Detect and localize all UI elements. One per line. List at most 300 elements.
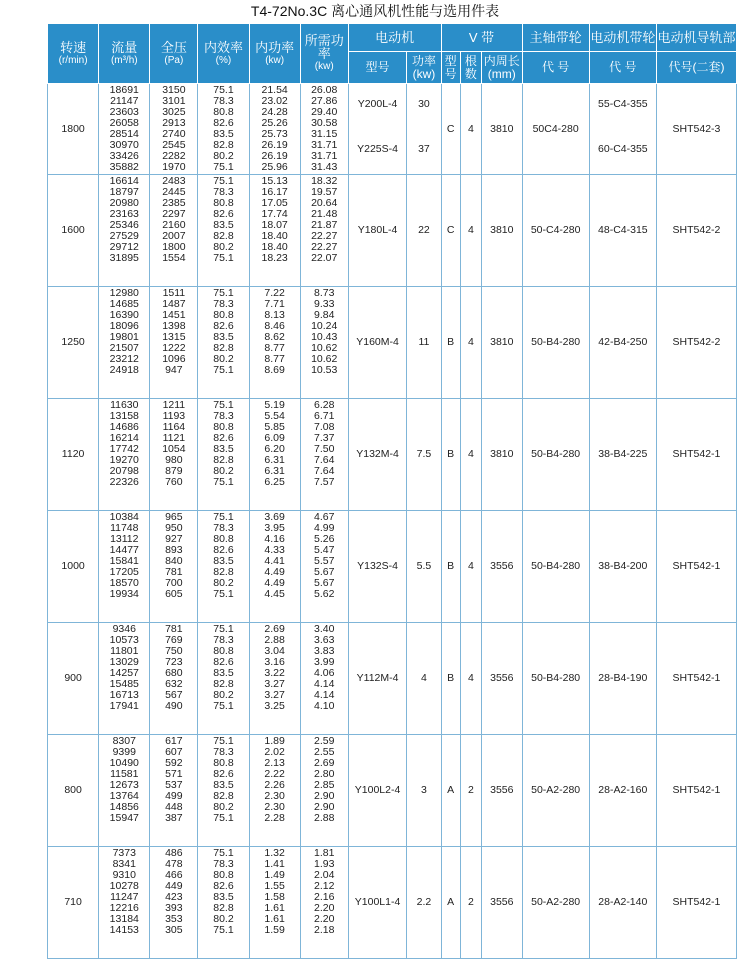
motor-pulley-cell: 42-B4-250 [589, 287, 656, 399]
motor-model-cell [348, 84, 407, 175]
flow-value: 21507 [109, 342, 139, 354]
internal-power-value: 1.89 [264, 735, 285, 747]
flow-cell [99, 175, 150, 287]
required-power-value: 2.20 [314, 902, 335, 914]
required-power-value: 8.73 [314, 287, 335, 299]
flow-value: 29712 [109, 241, 139, 253]
internal-power-value: 18.07 [261, 219, 288, 231]
flow-value: 10384 [109, 511, 139, 523]
internal-power-value: 8.77 [264, 342, 285, 354]
header-flow [99, 24, 150, 84]
vbelt-length-cell: 3556 [482, 511, 523, 623]
required-power-value: 2.55 [314, 746, 335, 758]
motor-power-cell: 5.5 [407, 511, 441, 623]
internal-power-value: 26.19 [261, 139, 288, 151]
pressure-value: 3025 [162, 106, 186, 118]
internal-power-value: 4.49 [264, 566, 285, 578]
flow-value: 23603 [109, 106, 139, 118]
required-power-value: 2.16 [314, 891, 335, 903]
main-pulley-cell: 50-B4-280 [522, 287, 589, 399]
required-power-value: 27.86 [311, 95, 338, 107]
required-power-value: 29.40 [311, 106, 338, 118]
efficiency-value: 80.2 [213, 689, 234, 701]
motor-model-cell: Y112M-4 [348, 623, 407, 735]
internal-power-value: 21.54 [261, 84, 288, 96]
required-power-value: 30.58 [311, 117, 338, 129]
efficiency-value: 82.6 [213, 320, 234, 332]
motor-power-cell: 2.2 [407, 847, 441, 959]
flow-value: 13029 [109, 656, 139, 668]
vbelt-type-cell: C [441, 175, 460, 287]
internal-power-cell [249, 847, 300, 959]
efficiency-value: 83.5 [213, 443, 234, 455]
vbelt-count-cell: 4 [460, 399, 481, 511]
pressure-value: 490 [165, 700, 183, 712]
flow-value: 14257 [109, 667, 139, 679]
efficiency-value: 80.2 [213, 801, 234, 813]
pressure-value: 567 [165, 689, 183, 701]
efficiency-cell [198, 511, 249, 623]
flow-value: 24918 [109, 364, 139, 376]
rail-cell: SHT542-1 [656, 511, 736, 623]
pressure-value: 1222 [162, 342, 186, 354]
pressure-value: 760 [165, 476, 183, 488]
flow-value: 17941 [109, 700, 139, 712]
pressure-value: 879 [165, 465, 183, 477]
internal-power-value: 8.77 [264, 353, 285, 365]
vbelt-count-cell: 2 [460, 847, 481, 959]
vbelt-length-cell: 3810 [482, 399, 523, 511]
internal-power-value: 2.26 [264, 779, 285, 791]
motor-power-value: 30 [418, 98, 430, 110]
rail-cell: SHT542-1 [656, 399, 736, 511]
required-power-value: 2.04 [314, 869, 335, 881]
required-power-value: 31.71 [311, 139, 338, 151]
motor-model-cell: Y100L2-4 [348, 735, 407, 847]
flow-value: 13184 [109, 913, 139, 925]
flow-value: 11247 [110, 891, 139, 903]
pressure-value: 1554 [162, 252, 186, 264]
fan-performance-table [47, 23, 737, 959]
efficiency-value: 80.2 [213, 241, 234, 253]
pressure-value: 617 [165, 735, 183, 747]
pressure-value: 1096 [162, 353, 186, 365]
flow-value: 20798 [109, 465, 139, 477]
internal-power-value: 1.49 [264, 869, 285, 881]
motor-model-cell: Y160M-4 [348, 287, 407, 399]
required-power-cell [300, 175, 348, 287]
efficiency-value: 80.8 [213, 197, 234, 209]
vbelt-length-cell: 3556 [482, 735, 523, 847]
required-power-value: 2.59 [314, 735, 335, 747]
motor-pulley-cell: 48-C4-315 [589, 175, 656, 287]
pressure-value: 3101 [162, 95, 186, 107]
rail-cell: SHT542-2 [656, 175, 736, 287]
pressure-value: 1164 [162, 421, 186, 433]
flow-value: 9310 [112, 869, 136, 881]
internal-power-value: 6.31 [264, 465, 285, 477]
internal-power-value: 6.31 [264, 454, 285, 466]
pressure-value: 449 [165, 880, 183, 892]
flow-value: 18570 [109, 577, 139, 589]
pressure-value: 1511 [162, 287, 186, 299]
required-power-value: 26.08 [311, 84, 338, 96]
pressure-value: 478 [165, 858, 183, 870]
flow-value: 31895 [109, 252, 139, 264]
pressure-value: 781 [165, 566, 183, 578]
pressure-value: 499 [165, 790, 183, 802]
required-power-value: 22.27 [311, 230, 338, 242]
internal-power-value: 6.25 [264, 476, 285, 488]
required-power-value: 22.07 [311, 252, 338, 264]
motor-model-cell: Y132S-4 [348, 511, 407, 623]
speed-cell: 1800 [48, 84, 99, 175]
required-power-value: 4.99 [314, 522, 335, 534]
efficiency-value: 75.1 [213, 287, 234, 299]
required-power-value: 6.28 [314, 399, 335, 411]
table-body [48, 84, 737, 959]
flow-value: 23163 [109, 208, 139, 220]
pressure-cell [150, 511, 198, 623]
pressure-value: 2297 [162, 208, 186, 220]
internal-power-value: 3.04 [264, 645, 285, 657]
header-pressure [150, 24, 198, 84]
internal-power-cell [249, 287, 300, 399]
vbelt-type-cell: A [441, 847, 460, 959]
motor-power-cell: 7.5 [407, 399, 441, 511]
flow-value: 11801 [110, 645, 139, 657]
internal-power-value: 23.02 [261, 95, 288, 107]
internal-power-value: 8.69 [264, 364, 285, 376]
internal-power-value: 2.28 [264, 812, 285, 824]
flow-value: 14686 [109, 421, 139, 433]
pressure-value: 1451 [162, 309, 186, 321]
efficiency-cell [198, 175, 249, 287]
pressure-value: 393 [165, 902, 183, 914]
flow-value: 11630 [110, 399, 139, 411]
efficiency-value: 78.3 [213, 858, 234, 870]
internal-power-value: 17.05 [261, 197, 288, 209]
pressure-value: 980 [165, 454, 183, 466]
efficiency-value: 80.8 [213, 421, 234, 433]
required-power-value: 21.87 [311, 219, 338, 231]
efficiency-value: 83.5 [213, 779, 234, 791]
efficiency-value: 82.6 [213, 544, 234, 556]
speed-cell: 1600 [48, 175, 99, 287]
rail-cell: SHT542-1 [656, 847, 736, 959]
efficiency-value: 78.3 [213, 634, 234, 646]
internal-power-value: 1.41 [264, 858, 285, 870]
internal-power-value: 25.26 [261, 117, 288, 129]
required-power-value: 19.57 [311, 186, 338, 198]
efficiency-value: 83.5 [213, 128, 234, 140]
efficiency-value: 80.2 [213, 577, 234, 589]
pressure-value: 965 [165, 511, 183, 523]
rail-cell: SHT542-1 [656, 623, 736, 735]
pressure-value: 750 [165, 645, 183, 657]
flow-value: 11581 [110, 768, 139, 780]
flow-value: 22326 [109, 476, 139, 488]
pressure-cell [150, 84, 198, 175]
motor-power-cell [407, 84, 441, 175]
pressure-cell [150, 287, 198, 399]
header-required-power [300, 24, 348, 84]
efficiency-value: 80.8 [213, 645, 234, 657]
efficiency-value: 75.1 [213, 588, 234, 600]
motor-pulley-value: 60-C4-355 [598, 143, 648, 155]
vbelt-type-cell: B [441, 287, 460, 399]
pressure-value: 700 [165, 577, 183, 589]
flow-cell [99, 399, 150, 511]
pressure-value: 2160 [162, 219, 186, 231]
header-speed-unit: (r/min) [58, 54, 88, 66]
header-required-power-unit: (kw) [314, 61, 334, 72]
main-pulley-cell: 50-A2-280 [522, 735, 589, 847]
flow-value: 7373 [112, 847, 136, 859]
speed-cell: 800 [48, 735, 99, 847]
main-pulley-cell: 50-B4-280 [522, 511, 589, 623]
flow-value: 12980 [109, 287, 139, 299]
vbelt-count-cell: 4 [460, 175, 481, 287]
header-pressure-unit: (Pa) [164, 54, 184, 66]
required-power-value: 7.57 [314, 476, 335, 488]
rail-cell: SHT542-2 [656, 287, 736, 399]
efficiency-value: 82.6 [213, 656, 234, 668]
motor-pulley-cell: 28-A2-160 [589, 735, 656, 847]
pressure-value: 607 [165, 746, 183, 758]
efficiency-value: 80.2 [213, 150, 234, 162]
required-power-cell [300, 84, 348, 175]
header-speed [48, 24, 99, 84]
efficiency-cell [198, 399, 249, 511]
motor-pulley-cell: 28-B4-190 [589, 623, 656, 735]
pressure-value: 2913 [162, 117, 186, 129]
required-power-value: 2.69 [314, 757, 335, 769]
flow-value: 16713 [109, 689, 139, 701]
efficiency-value: 82.8 [213, 342, 234, 354]
flow-value: 12216 [109, 902, 139, 914]
vbelt-count-cell: 4 [460, 511, 481, 623]
flow-value: 10278 [109, 880, 139, 892]
motor-pulley-value: 55-C4-355 [598, 98, 648, 110]
motor-pulley-cell: 28-A2-140 [589, 847, 656, 959]
pressure-value: 2385 [162, 197, 186, 209]
vbelt-length-cell: 3556 [482, 623, 523, 735]
internal-power-value: 4.33 [264, 544, 285, 556]
pressure-value: 387 [165, 812, 183, 824]
speed-group-row [48, 623, 737, 735]
flow-value: 27529 [109, 230, 139, 242]
internal-power-value: 7.71 [264, 298, 285, 310]
flow-value: 21147 [110, 95, 139, 107]
speed-group-row [48, 84, 737, 175]
required-power-value: 3.99 [314, 656, 335, 668]
internal-power-value: 1.58 [264, 891, 285, 903]
required-power-value: 5.67 [314, 577, 335, 589]
pressure-value: 769 [165, 634, 183, 646]
pressure-value: 950 [165, 522, 183, 534]
flow-value: 26058 [109, 117, 139, 129]
pressure-value: 927 [165, 533, 183, 545]
efficiency-value: 82.6 [213, 768, 234, 780]
required-power-value: 4.14 [314, 678, 335, 690]
efficiency-value: 78.3 [213, 746, 234, 758]
internal-power-value: 5.19 [264, 399, 285, 411]
efficiency-value: 78.3 [213, 298, 234, 310]
efficiency-cell [198, 623, 249, 735]
pressure-value: 893 [165, 544, 183, 556]
speed-cell: 710 [48, 847, 99, 959]
pressure-value: 1800 [162, 241, 186, 253]
efficiency-value: 80.2 [213, 913, 234, 925]
flow-value: 18691 [109, 84, 139, 96]
internal-power-value: 6.09 [264, 432, 285, 444]
internal-power-cell [249, 623, 300, 735]
internal-power-value: 18.40 [261, 241, 288, 253]
flow-cell [99, 287, 150, 399]
pressure-value: 2445 [162, 186, 186, 198]
vbelt-count-cell: 4 [460, 623, 481, 735]
header-flow-unit: (m³/h) [110, 54, 138, 66]
efficiency-value: 78.3 [213, 522, 234, 534]
efficiency-value: 75.1 [213, 175, 234, 187]
efficiency-cell [198, 287, 249, 399]
flow-value: 8307 [112, 735, 136, 747]
motor-power-cell: 4 [407, 623, 441, 735]
efficiency-value: 82.6 [213, 208, 234, 220]
efficiency-cell [198, 84, 249, 175]
header-efficiency-label: 内效率 [203, 39, 243, 55]
internal-power-value: 2.30 [264, 801, 285, 813]
flow-value: 8341 [112, 858, 136, 870]
required-power-value: 31.43 [311, 161, 338, 173]
internal-power-value: 18.40 [261, 230, 288, 242]
efficiency-value: 80.8 [213, 106, 234, 118]
efficiency-value: 75.1 [213, 812, 234, 824]
efficiency-value: 82.8 [213, 139, 234, 151]
internal-power-value: 5.85 [264, 421, 285, 433]
header-speed-label: 转速 [60, 39, 87, 55]
flow-value: 9346 [112, 623, 136, 635]
required-power-value: 2.90 [314, 801, 335, 813]
speed-group-row [48, 847, 737, 959]
main-pulley-cell: 50-A2-280 [522, 847, 589, 959]
pressure-value: 632 [165, 678, 183, 690]
pressure-value: 840 [165, 555, 183, 567]
pressure-value: 2007 [162, 230, 186, 242]
pressure-value: 2483 [162, 175, 186, 187]
vbelt-count-cell: 2 [460, 735, 481, 847]
motor-pulley-cell: 38-B4-200 [589, 511, 656, 623]
flow-value: 19801 [109, 331, 139, 343]
required-power-value: 18.32 [311, 175, 338, 187]
pressure-cell [150, 847, 198, 959]
internal-power-value: 4.41 [264, 555, 285, 567]
internal-power-value: 15.13 [261, 175, 288, 187]
required-power-value: 2.20 [314, 913, 335, 925]
internal-power-value: 2.02 [264, 746, 285, 758]
internal-power-cell [249, 511, 300, 623]
vbelt-type-cell: C [441, 84, 460, 175]
pressure-value: 2282 [162, 150, 186, 162]
efficiency-cell [198, 735, 249, 847]
required-power-value: 10.24 [311, 320, 338, 332]
motor-model-cell: Y100L1-4 [348, 847, 407, 959]
required-power-value: 2.18 [314, 924, 335, 936]
efficiency-value: 75.1 [213, 700, 234, 712]
efficiency-value: 80.2 [213, 353, 234, 365]
flow-cell [99, 847, 150, 959]
efficiency-value: 80.2 [213, 465, 234, 477]
header-vbelt-count: 根数 [460, 52, 481, 84]
efficiency-value: 82.6 [213, 117, 234, 129]
efficiency-value: 80.8 [213, 533, 234, 545]
vbelt-type-cell: B [441, 511, 460, 623]
flow-value: 13112 [110, 533, 139, 545]
internal-power-value: 8.13 [264, 309, 285, 321]
pressure-value: 571 [165, 768, 183, 780]
header-motor-pulley: 电动机带轮 [589, 24, 656, 52]
required-power-value: 4.67 [314, 511, 335, 523]
flow-value: 16614 [109, 175, 139, 187]
flow-value: 35882 [109, 161, 139, 173]
efficiency-value: 78.3 [213, 410, 234, 422]
flow-value: 17742 [109, 443, 139, 455]
flow-value: 18797 [109, 186, 139, 198]
pressure-value: 947 [165, 364, 183, 376]
motor-model-value: Y225S-4 [357, 143, 398, 155]
pressure-value: 486 [165, 847, 183, 859]
efficiency-value: 82.8 [213, 230, 234, 242]
efficiency-value: 82.8 [213, 454, 234, 466]
header-motor-rail: 电动机导轨部 [656, 24, 736, 52]
required-power-cell [300, 399, 348, 511]
flow-value: 13764 [109, 790, 139, 802]
header-vbelt: V 带 [441, 24, 522, 52]
flow-value: 11748 [110, 522, 139, 534]
required-power-value: 5.62 [314, 588, 335, 600]
efficiency-value: 80.8 [213, 869, 234, 881]
pressure-value: 423 [165, 891, 183, 903]
pressure-value: 466 [165, 869, 183, 881]
pressure-value: 680 [165, 667, 183, 679]
efficiency-value: 78.3 [213, 186, 234, 198]
flow-cell [99, 735, 150, 847]
vbelt-length-cell: 3810 [482, 175, 523, 287]
internal-power-value: 4.45 [264, 588, 285, 600]
flow-cell [99, 623, 150, 735]
internal-power-value: 5.54 [264, 410, 285, 422]
motor-pulley-cell [589, 84, 656, 175]
pressure-value: 1398 [162, 320, 186, 332]
main-pulley-cell: 50-C4-280 [522, 175, 589, 287]
flow-value: 14685 [109, 298, 139, 310]
main-pulley-cell: 50C4-280 [522, 84, 589, 175]
flow-value: 14856 [109, 801, 139, 813]
efficiency-value: 75.1 [213, 511, 234, 523]
required-power-cell [300, 623, 348, 735]
internal-power-value: 8.62 [264, 331, 285, 343]
flow-value: 19934 [109, 588, 139, 600]
required-power-value: 20.64 [311, 197, 338, 209]
vbelt-length-cell: 3810 [482, 84, 523, 175]
header-motor-rail-code: 代号(二套) [656, 52, 736, 84]
required-power-value: 10.53 [311, 364, 338, 376]
efficiency-value: 82.8 [213, 790, 234, 802]
motor-pulley-cell: 38-B4-225 [589, 399, 656, 511]
efficiency-value: 75.1 [213, 924, 234, 936]
pressure-value: 2740 [162, 128, 186, 140]
